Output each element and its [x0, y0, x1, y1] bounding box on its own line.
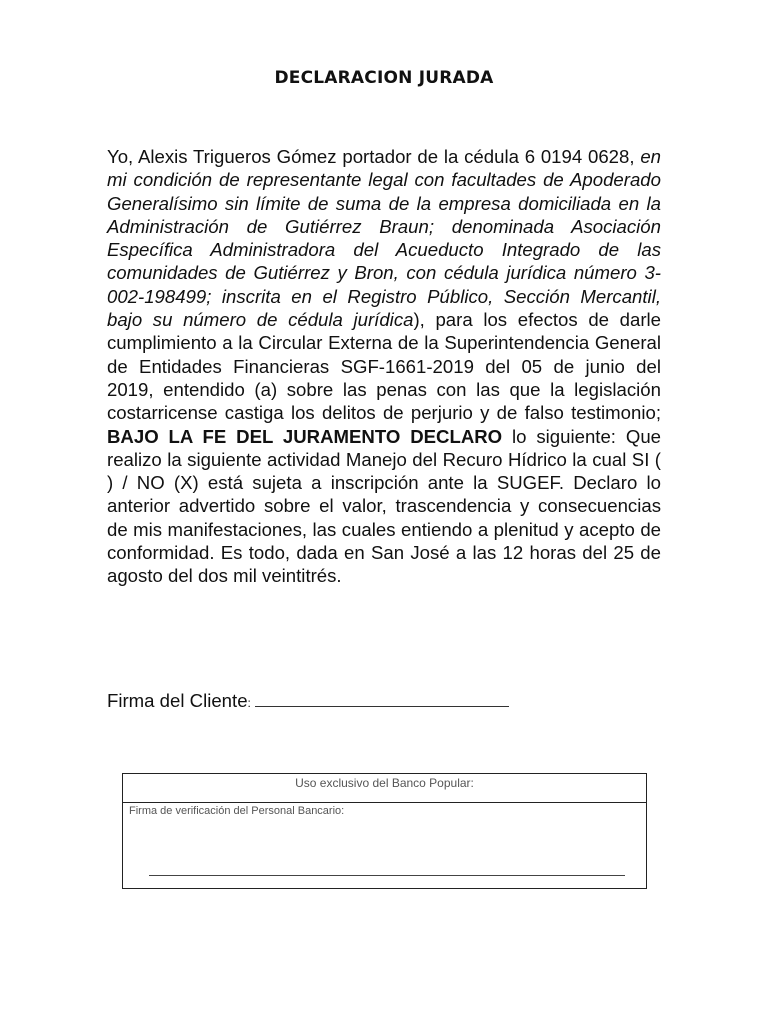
bank-use-box [122, 773, 647, 889]
bank-box-header: Uso exclusivo del Banco Popular: [123, 774, 646, 803]
paragraph-italic-section: en mi condición de representante legal con facultades de Apoderado Generalísimo sin límite de suma de la empresa domiciliada en la Administración de Gutiérrez Braun; denominada Asociación Específica Administradora del Acueducto Integrado de las comunidades de Gutiérrez y Bron, con cédula jurídica número 3-002-198499; inscrita en el Registro Público, Sección Mercantil, bajo su número de cédula jurídica [107, 146, 661, 331]
paragraph-middle: ), para los efectos de darle cumplimiento a la Circular Externa de la Superintendencia General de Entidades Financieras SGF-1661-2019 del 05 de junio del 2019, entendido (a) sobre las penas con las que la legislación costarricense castiga los delitos de perjurio y de falso testimonio; [107, 309, 661, 424]
paragraph-bold-oath: BAJO LA FE DEL JURAMENTO DECLARO [107, 425, 503, 447]
bank-verification-line [149, 875, 625, 876]
signature-line [255, 688, 509, 707]
paragraph-intro: Yo, Alexis Trigueros Gómez portador de la cédula 6 0194 0628, [107, 146, 641, 167]
signature-label: Firma del Cliente [107, 690, 248, 711]
client-signature [107, 688, 509, 715]
document-title: DECLARACION JURADA [274, 68, 494, 88]
bank-verification-label: Firma de verificación del Personal Bancario: [129, 805, 345, 817]
paragraph-closing: lo siguiente: Que realizo la siguiente actividad Manejo del Recuro Hídrico la cual SI ( ) / NO (X) está sujeta a inscripción ante la SUGEF. Declaro lo anterior advertido sobre el valor, trascendencia y consecuencias de mis manifestaciones, las cuales entiendo a plenitud y acepto de conformidad. Es todo, dada en San José a las 12 horas del 25 de agosto del dos mil veintitrés. [107, 425, 661, 587]
declaration-paragraph [107, 145, 661, 588]
signature-colon: : [247, 696, 251, 710]
